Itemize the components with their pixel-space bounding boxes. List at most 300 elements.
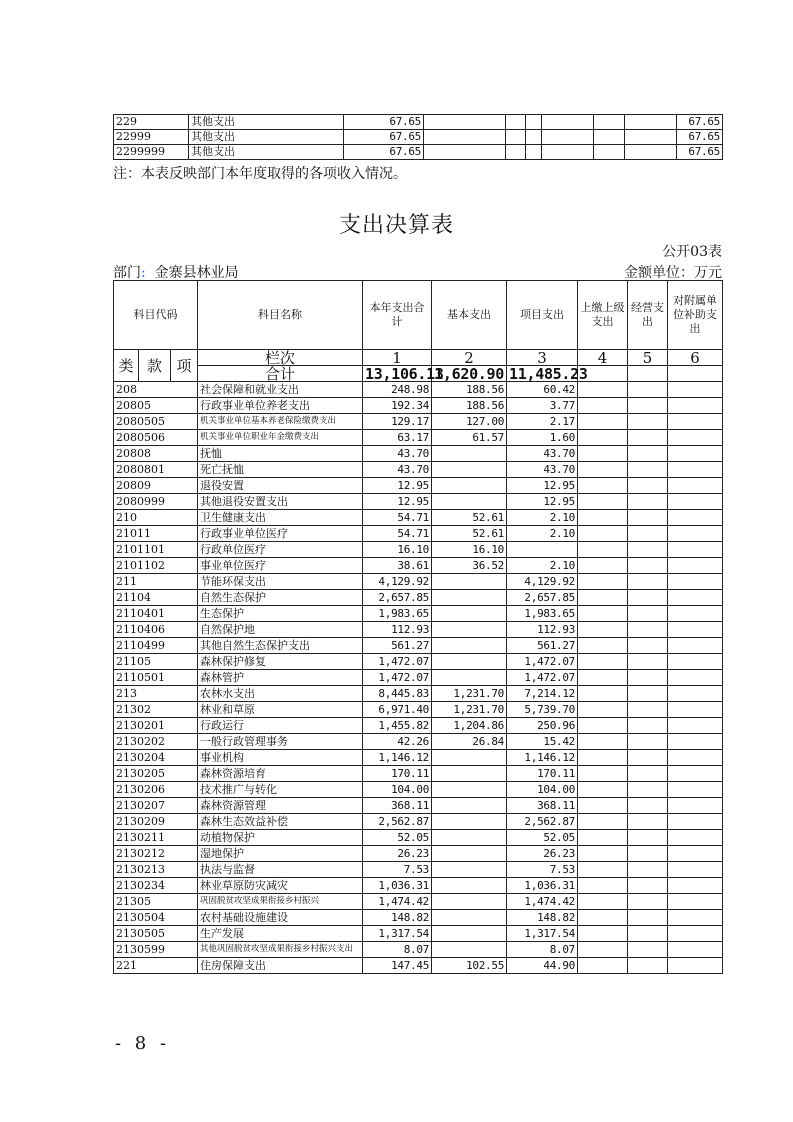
cell-basic <box>432 622 507 638</box>
column-number-6: 6 <box>668 350 723 366</box>
cell-code: 2130206 <box>114 782 198 798</box>
cell-project: 250.96 <box>507 718 578 734</box>
cell-basic: 52.61 <box>432 510 507 526</box>
cell-upper <box>578 526 628 542</box>
cell-basic <box>432 446 507 462</box>
cell-project: 3.77 <box>507 398 578 414</box>
sum-label: 合计 <box>198 366 363 382</box>
cell-total: 67.65 <box>344 115 424 130</box>
cell-project: 368.11 <box>507 798 578 814</box>
cell-code: 2080999 <box>114 494 198 510</box>
cell-code: 2130204 <box>114 750 198 766</box>
cell-basic <box>432 862 507 878</box>
income-table-continuation <box>113 114 723 160</box>
cell-business <box>628 878 668 894</box>
cell-basic <box>432 830 507 846</box>
cell-business <box>628 782 668 798</box>
cell-project: 7.53 <box>507 862 578 878</box>
cell-code: 2080505 <box>114 414 198 430</box>
cell-subsidy <box>668 638 723 654</box>
table-row <box>114 894 723 910</box>
cell-code: 2130505 <box>114 926 198 942</box>
table-row <box>114 750 723 766</box>
cell-total: 4,129.92 <box>363 574 432 590</box>
table-row <box>114 670 723 686</box>
table-row <box>114 558 723 574</box>
cell-basic <box>432 766 507 782</box>
cell-upper <box>578 734 628 750</box>
cell-upper <box>578 478 628 494</box>
cell-project: 148.82 <box>507 910 578 926</box>
cell-upper <box>578 542 628 558</box>
cell-name: 林业草原防灾减灾 <box>198 878 363 894</box>
cell-code: 2110501 <box>114 670 198 686</box>
cell-code: 20808 <box>114 446 198 462</box>
cell-code: 210 <box>114 510 198 526</box>
cell-basic: 1,204.86 <box>432 718 507 734</box>
cell-total: 1,472.07 <box>363 654 432 670</box>
form-number: 公开03表 <box>662 244 722 260</box>
sum-subsidy <box>668 366 723 382</box>
cell-name: 其他支出 <box>189 115 344 130</box>
cell-business <box>628 670 668 686</box>
cell-name: 节能环保支出 <box>198 574 363 590</box>
cell-name: 行政事业单位医疗 <box>198 526 363 542</box>
cell-project <box>507 542 578 558</box>
cell-business <box>628 414 668 430</box>
cell-basic <box>432 494 507 510</box>
page-number: - 8 - <box>115 1033 171 1054</box>
cell-total: 112.93 <box>363 622 432 638</box>
amount-unit: 金额单位：万元 <box>624 265 722 281</box>
cell-upper <box>578 574 628 590</box>
cell-total: 2,562.87 <box>363 814 432 830</box>
cell-subsidy <box>668 462 723 478</box>
header-xiang: 项 <box>171 350 198 382</box>
cell-business <box>628 526 668 542</box>
header-business: 经营支出 <box>628 281 668 350</box>
cell-subsidy <box>668 382 723 398</box>
header-subsidy: 对附属单位补助支出 <box>668 281 723 350</box>
cell-code: 211 <box>114 574 198 590</box>
table-row <box>114 798 723 814</box>
cell-upper <box>578 718 628 734</box>
cell-code: 2110499 <box>114 638 198 654</box>
cell-subsidy <box>668 606 723 622</box>
column-number-row <box>114 350 723 366</box>
cell-subsidy <box>668 622 723 638</box>
sum-total: 13,106.13 <box>363 366 432 382</box>
cell-subsidy <box>668 414 723 430</box>
cell-name: 抚恤 <box>198 446 363 462</box>
cell-project: 12.95 <box>507 494 578 510</box>
header-name: 科目名称 <box>198 281 363 350</box>
header-total: 本年支出合计 <box>363 281 432 350</box>
header-kuan: 款 <box>139 350 171 382</box>
cell-upper <box>578 654 628 670</box>
cell-total: 248.98 <box>363 382 432 398</box>
cell-basic: 61.57 <box>432 430 507 446</box>
cell-upper <box>578 862 628 878</box>
cell-subsidy <box>668 862 723 878</box>
cell-c7 <box>542 145 594 160</box>
cell-subsidy <box>668 942 723 958</box>
cell-total: 170.11 <box>363 766 432 782</box>
table-row <box>114 446 723 462</box>
cell-basic <box>432 638 507 654</box>
cell-upper <box>578 894 628 910</box>
table-row <box>114 574 723 590</box>
cell-total: 63.17 <box>363 430 432 446</box>
cell-business <box>628 590 668 606</box>
cell-basic: 36.52 <box>432 558 507 574</box>
cell-code: 21011 <box>114 526 198 542</box>
cell-name: 自然保护地 <box>198 622 363 638</box>
cell-code: 208 <box>114 382 198 398</box>
cell-business <box>628 814 668 830</box>
cell-name: 事业单位医疗 <box>198 558 363 574</box>
cell-total: 52.05 <box>363 830 432 846</box>
cell-project: 1,474.42 <box>507 894 578 910</box>
cell-business <box>628 910 668 926</box>
cell-total: 38.61 <box>363 558 432 574</box>
cell-subsidy <box>668 926 723 942</box>
sum-project: 11,485.23 <box>507 366 578 382</box>
sum-business <box>628 366 668 382</box>
cell-name: 社会保障和就业支出 <box>198 382 363 398</box>
cell-subsidy <box>668 430 723 446</box>
cell-project: 15.42 <box>507 734 578 750</box>
cell-total: 12.95 <box>363 478 432 494</box>
cell-basic <box>432 878 507 894</box>
cell-code: 2130201 <box>114 718 198 734</box>
cell-upper <box>578 462 628 478</box>
cell-total: 12.95 <box>363 494 432 510</box>
header-code: 科目代码 <box>114 281 198 350</box>
cell-business <box>628 446 668 462</box>
header-row <box>114 281 723 350</box>
cell-total: 561.27 <box>363 638 432 654</box>
column-number-label: 栏次 <box>198 350 363 366</box>
cell-upper <box>578 430 628 446</box>
cell-name: 事业机构 <box>198 750 363 766</box>
cell-business <box>628 862 668 878</box>
cell-business <box>628 734 668 750</box>
cell-total: 6,971.40 <box>363 702 432 718</box>
table-row <box>114 510 723 526</box>
cell-project: 44.90 <box>507 958 578 974</box>
cell-code: 20805 <box>114 398 198 414</box>
cell-c7 <box>542 115 594 130</box>
cell-total: 67.65 <box>344 145 424 160</box>
cell-total: 43.70 <box>363 462 432 478</box>
cell-code: 2130205 <box>114 766 198 782</box>
cell-upper <box>578 766 628 782</box>
cell-upper <box>578 846 628 862</box>
cell-total: 192.34 <box>363 398 432 414</box>
cell-code: 213 <box>114 686 198 702</box>
sum-row <box>114 366 723 382</box>
cell-subsidy <box>668 814 723 830</box>
cell-upper <box>578 590 628 606</box>
cell-subsidy <box>668 670 723 686</box>
cell-total: 1,455.82 <box>363 718 432 734</box>
cell-project: 2,562.87 <box>507 814 578 830</box>
cell-project: 2.10 <box>507 558 578 574</box>
cell-business <box>628 702 668 718</box>
cell-project: 2.10 <box>507 526 578 542</box>
table-row <box>114 782 723 798</box>
department-colon: : <box>141 265 146 281</box>
cell-basic: 102.55 <box>432 958 507 974</box>
table-row <box>114 622 723 638</box>
cell-c9 <box>625 145 677 160</box>
cell-code: 2080801 <box>114 462 198 478</box>
cell-total: 368.11 <box>363 798 432 814</box>
cell-subsidy <box>668 654 723 670</box>
cell-code: 2130209 <box>114 814 198 830</box>
cell-total: 1,474.42 <box>363 894 432 910</box>
cell-total: 1,036.31 <box>363 878 432 894</box>
cell-upper <box>578 910 628 926</box>
table-note: 注：本表反映部门本年度取得的各项收入情况。 <box>113 166 407 182</box>
cell-basic: 1,231.70 <box>432 702 507 718</box>
income-row <box>114 130 723 145</box>
cell-project: 26.23 <box>507 846 578 862</box>
cell-project: 1.60 <box>507 430 578 446</box>
cell-project: 1,036.31 <box>507 878 578 894</box>
cell-subsidy <box>668 526 723 542</box>
cell-name: 住房保障支出 <box>198 958 363 974</box>
table-row <box>114 606 723 622</box>
column-number-1: 1 <box>363 350 432 366</box>
cell-basic <box>432 590 507 606</box>
cell-name: 自然生态保护 <box>198 590 363 606</box>
cell-subsidy <box>668 894 723 910</box>
cell-basic <box>432 926 507 942</box>
cell-name: 机关事业单位职业年金缴费支出 <box>198 430 363 446</box>
cell-name: 林业和草原 <box>198 702 363 718</box>
cell-subsidy <box>668 542 723 558</box>
table-row <box>114 846 723 862</box>
cell-project: 170.11 <box>507 766 578 782</box>
cell-subsidy <box>668 574 723 590</box>
cell-upper <box>578 782 628 798</box>
cell-subsidy <box>668 798 723 814</box>
cell-project: 112.93 <box>507 622 578 638</box>
cell-name: 农村基础设施建设 <box>198 910 363 926</box>
cell-upper <box>578 670 628 686</box>
sum-basic: 1,620.90 <box>432 366 507 382</box>
cell-c6 <box>526 130 542 145</box>
cell-upper <box>578 750 628 766</box>
cell-upper <box>578 414 628 430</box>
cell-basic <box>432 670 507 686</box>
cell-name: 动植物保护 <box>198 830 363 846</box>
cell-project: 104.00 <box>507 782 578 798</box>
cell-business <box>628 398 668 414</box>
cell-business <box>628 686 668 702</box>
cell-c5 <box>506 130 526 145</box>
cell-code: 2130213 <box>114 862 198 878</box>
cell-code: 229 <box>114 115 189 130</box>
cell-basic <box>432 574 507 590</box>
cell-business <box>628 494 668 510</box>
cell-c5 <box>506 115 526 130</box>
cell-total: 8,445.83 <box>363 686 432 702</box>
cell-subsidy <box>668 782 723 798</box>
cell-total: 42.26 <box>363 734 432 750</box>
cell-upper <box>578 606 628 622</box>
table-row <box>114 398 723 414</box>
cell-subsidy <box>668 766 723 782</box>
cell-business <box>628 894 668 910</box>
cell-business <box>628 510 668 526</box>
header-project: 项目支出 <box>507 281 578 350</box>
cell-basic: 188.56 <box>432 398 507 414</box>
cell-basic: 16.10 <box>432 542 507 558</box>
cell-total: 8.07 <box>363 942 432 958</box>
cell-c4 <box>424 130 506 145</box>
cell-basic <box>432 654 507 670</box>
header-upper: 上缴上级支出 <box>578 281 628 350</box>
column-number-4: 4 <box>578 350 628 366</box>
department-name: 金寨县林业局 <box>154 265 239 281</box>
cell-project: 43.70 <box>507 446 578 462</box>
cell-project: 1,317.54 <box>507 926 578 942</box>
cell-total: 67.65 <box>344 130 424 145</box>
cell-last: 67.65 <box>677 145 723 160</box>
cell-subsidy <box>668 734 723 750</box>
cell-code: 2130212 <box>114 846 198 862</box>
cell-code: 2130207 <box>114 798 198 814</box>
cell-subsidy <box>668 510 723 526</box>
cell-code: 2110401 <box>114 606 198 622</box>
cell-business <box>628 382 668 398</box>
cell-name: 退役安置 <box>198 478 363 494</box>
cell-upper <box>578 382 628 398</box>
table-row <box>114 590 723 606</box>
cell-subsidy <box>668 398 723 414</box>
cell-total: 16.10 <box>363 542 432 558</box>
cell-name: 其他支出 <box>189 130 344 145</box>
cell-upper <box>578 942 628 958</box>
cell-business <box>628 622 668 638</box>
cell-name: 森林资源管理 <box>198 798 363 814</box>
cell-code: 2130234 <box>114 878 198 894</box>
cell-basic: 26.84 <box>432 734 507 750</box>
cell-business <box>628 830 668 846</box>
cell-business <box>628 942 668 958</box>
cell-basic <box>432 814 507 830</box>
cell-subsidy <box>668 846 723 862</box>
cell-code: 20809 <box>114 478 198 494</box>
cell-total: 43.70 <box>363 446 432 462</box>
cell-project: 561.27 <box>507 638 578 654</box>
cell-code: 22999 <box>114 130 189 145</box>
cell-c4 <box>424 145 506 160</box>
cell-basic <box>432 798 507 814</box>
table-row <box>114 414 723 430</box>
cell-subsidy <box>668 446 723 462</box>
cell-name: 生态保护 <box>198 606 363 622</box>
cell-c8 <box>594 130 625 145</box>
cell-code: 2130202 <box>114 734 198 750</box>
cell-total: 54.71 <box>363 510 432 526</box>
cell-business <box>628 718 668 734</box>
cell-business <box>628 958 668 974</box>
cell-c9 <box>625 130 677 145</box>
cell-basic <box>432 894 507 910</box>
table-row <box>114 766 723 782</box>
cell-name: 森林资源培育 <box>198 766 363 782</box>
cell-business <box>628 558 668 574</box>
cell-upper <box>578 814 628 830</box>
cell-name: 行政事业单位养老支出 <box>198 398 363 414</box>
cell-code: 2299999 <box>114 145 189 160</box>
cell-business <box>628 766 668 782</box>
cell-subsidy <box>668 958 723 974</box>
cell-name: 森林管护 <box>198 670 363 686</box>
cell-name: 行政单位医疗 <box>198 542 363 558</box>
cell-c7 <box>542 130 594 145</box>
cell-subsidy <box>668 494 723 510</box>
cell-total: 2,657.85 <box>363 590 432 606</box>
cell-business <box>628 798 668 814</box>
cell-project: 2.10 <box>507 510 578 526</box>
cell-name: 技术推广与转化 <box>198 782 363 798</box>
department <box>113 262 239 282</box>
table-row <box>114 734 723 750</box>
cell-upper <box>578 702 628 718</box>
cell-last: 67.65 <box>677 115 723 130</box>
table-row <box>114 718 723 734</box>
cell-subsidy <box>668 910 723 926</box>
cell-c9 <box>625 115 677 130</box>
cell-project: 2.17 <box>507 414 578 430</box>
cell-business <box>628 430 668 446</box>
cell-subsidy <box>668 830 723 846</box>
cell-total: 54.71 <box>363 526 432 542</box>
table-row <box>114 926 723 942</box>
table-row <box>114 702 723 718</box>
cell-upper <box>578 686 628 702</box>
cell-code: 21302 <box>114 702 198 718</box>
column-number-2: 2 <box>432 350 507 366</box>
cell-name: 其他自然生态保护支出 <box>198 638 363 654</box>
cell-project: 4,129.92 <box>507 574 578 590</box>
column-number-3: 3 <box>507 350 578 366</box>
cell-name: 机关事业单位基本养老保险缴费支出 <box>198 414 363 430</box>
table-row <box>114 526 723 542</box>
cell-name: 其他巩固脱贫攻坚成果衔接乡村振兴支出 <box>198 942 363 958</box>
table-row <box>114 910 723 926</box>
cell-code: 2130599 <box>114 942 198 958</box>
cell-basic <box>432 942 507 958</box>
cell-name: 一般行政管理事务 <box>198 734 363 750</box>
department-label: 部门 <box>113 265 141 281</box>
table-row <box>114 654 723 670</box>
cell-name: 巩固脱贫攻坚成果衔接乡村振兴 <box>198 894 363 910</box>
cell-business <box>628 574 668 590</box>
cell-total: 104.00 <box>363 782 432 798</box>
cell-code: 2101102 <box>114 558 198 574</box>
table-row <box>114 542 723 558</box>
cell-basic <box>432 606 507 622</box>
cell-subsidy <box>668 702 723 718</box>
expenditure-table <box>113 280 723 974</box>
cell-c5 <box>506 145 526 160</box>
